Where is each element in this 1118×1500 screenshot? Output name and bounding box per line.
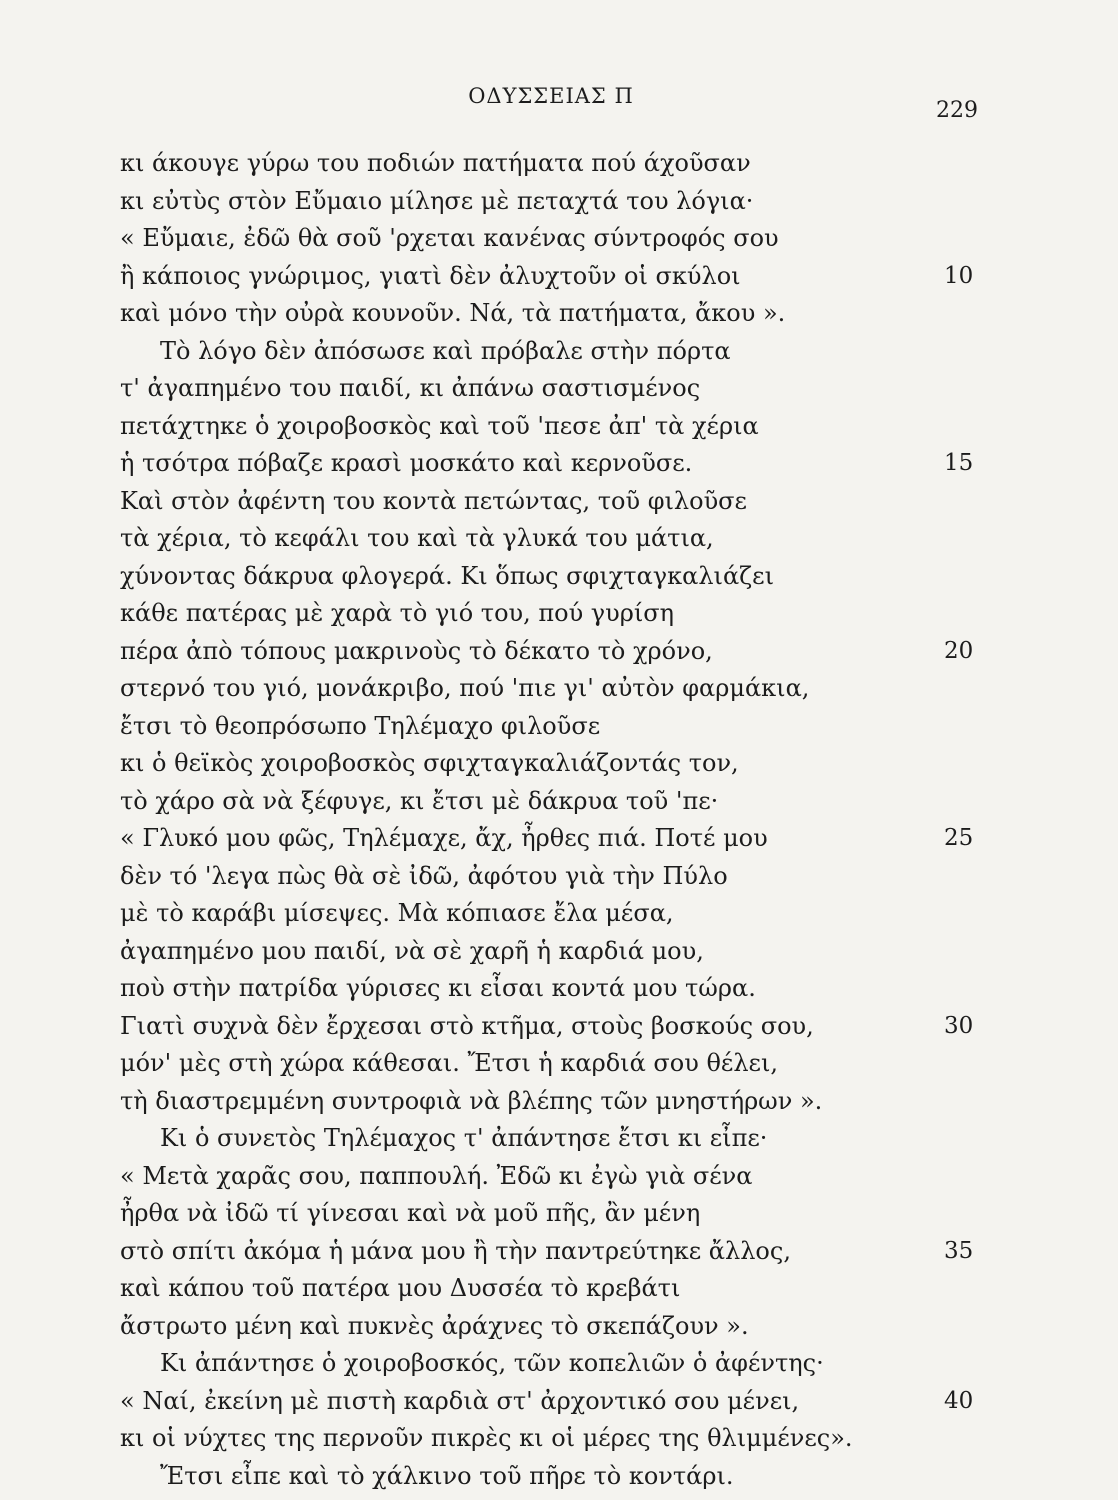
verse-line — [0, 1270, 1118, 1308]
verse-line-text: Γιατὶ συχνὰ δὲν ἔρχεσαι στὸ κτῆμα, στοὺς βοσκούς σου, — [120, 1011, 814, 1040]
verse-line-text: δὲν τό 'λεγα πὼς θὰ σὲ ἰδῶ, ἀφότου γιὰ τὴν Πύλο — [120, 861, 728, 890]
verse-line-text: « Γλυκό μου φῶς, Τηλέμαχε, ἄχ, ἦρθες πιά. Ποτέ μου — [120, 824, 768, 852]
verse-line-text: ἡ τσότρα πόβαζε κρασὶ μοσκάτο καὶ κερνοῦσε. — [120, 449, 693, 477]
verse-line — [0, 1420, 1118, 1458]
verse-line — [0, 145, 1118, 183]
verse-line — [0, 220, 1118, 258]
verse-line — [0, 520, 1118, 558]
verse-line — [0, 1233, 1118, 1271]
verse-line — [0, 370, 1118, 408]
verse-line-text: τ' ἀγαπημένο του παιδί, κι ἀπάνω σαστισμένος — [120, 374, 701, 402]
verse-line — [0, 445, 1118, 483]
verse-line — [0, 820, 1118, 858]
verse-line-text: « Μετὰ χαρᾶς σου, παππουλή. Ἐδῶ κι ἐγὼ γιὰ σένα — [120, 1161, 753, 1190]
verse-line-text: Ἔτσι εἶπε καὶ τὸ χάλκινο τοῦ πῆρε τὸ κοντάρι. — [160, 1461, 734, 1490]
verse-line-text: κι εὐτὺς στὸν Εὔμαιο μίλησε μὲ πεταχτά του λόγια· — [120, 186, 754, 215]
verse-line — [0, 483, 1118, 521]
verse-line — [0, 1458, 1118, 1496]
verse-line — [0, 783, 1118, 821]
verse-line — [0, 933, 1118, 971]
verse-line-text: τὴ διαστρεμμένη συντροφιὰ νὰ βλέπης τῶν μνηστήρων ». — [120, 1086, 823, 1115]
verse-line-text: Κι ἀπάντησε ὁ χοιροβοσκός, τῶν κοπελιῶν ὁ ἀφέντης· — [160, 1349, 824, 1377]
poem-text-block — [0, 145, 1118, 1495]
verse-line — [0, 1120, 1118, 1158]
verse-line — [0, 1308, 1118, 1346]
verse-line-text: στὸ σπίτι ἀκόμα ἡ μάνα μου ἢ τὴν παντρεύτηκε ἄλλος, — [120, 1236, 791, 1265]
verse-line-text: πέρα ἀπὸ τόπους μακρινοὺς τὸ δέκατο τὸ χρόνο, — [120, 636, 713, 665]
verse-line — [0, 408, 1118, 446]
verse-line — [0, 1008, 1118, 1046]
verse-line-text: ἄστρωτο μένη καὶ πυκνὲς ἀράχνες τὸ σκεπάζουν ». — [120, 1311, 749, 1340]
page-number: 229 — [936, 98, 978, 123]
verse-line-text: μὲ τὸ καράβι μίσεψες. Μὰ κόπιασε ἔλα μέσα, — [120, 899, 674, 927]
verse-line-text: « Εὔμαιε, ἐδῶ θὰ σοῦ 'ρχεται κανένας σύντροφός σου — [120, 224, 779, 252]
verse-line-text: ἦρθα νὰ ἰδῶ τί γίνεσαι καὶ νὰ μοῦ πῆς, ἂν μένη — [120, 1199, 701, 1227]
verse-line — [0, 745, 1118, 783]
verse-line — [0, 1195, 1118, 1233]
verse-line — [0, 595, 1118, 633]
line-number: 40 — [944, 1387, 974, 1414]
line-number: 10 — [944, 262, 974, 289]
verse-line-text: καὶ κάπου τοῦ πατέρα μου Δυσσέα τὸ κρεβάτι — [120, 1274, 681, 1302]
verse-line — [0, 708, 1118, 746]
verse-line — [0, 558, 1118, 596]
verse-line — [0, 333, 1118, 371]
verse-line-text: κάθε πατέρας μὲ χαρὰ τὸ γιό του, πού γυρίση — [120, 599, 675, 627]
verse-line-text: Τὸ λόγο δὲν ἀπόσωσε καὶ πρόβαλε στὴν πόρτα — [160, 336, 731, 365]
verse-line — [0, 895, 1118, 933]
verse-line-text: Κι ὁ συνετὸς Τηλέμαχος τ' ἀπάντησε ἔτσι κι εἶπε· — [160, 1124, 768, 1152]
verse-line — [0, 1045, 1118, 1083]
verse-line — [0, 633, 1118, 671]
verse-line — [0, 970, 1118, 1008]
verse-line — [0, 858, 1118, 896]
line-number: 35 — [944, 1237, 974, 1264]
verse-line-text: χύνοντας δάκρυα φλογερά. Κι ὅπως σφιχταγκαλιάζει — [120, 561, 775, 590]
line-number: 15 — [944, 450, 974, 476]
verse-line — [0, 1083, 1118, 1121]
verse-line-text: ἀγαπημένο μου παιδί, νὰ σὲ χαρῆ ἡ καρδιά μου, — [120, 936, 704, 965]
verse-line — [0, 183, 1118, 221]
verse-line-text: κι οἱ νύχτες της περνοῦν πικρὲς κι οἱ μέρες της θλιμμένες». — [120, 1424, 853, 1452]
line-number: 30 — [944, 1012, 974, 1039]
verse-line — [0, 1383, 1118, 1421]
verse-line-text: τὰ χέρια, τὸ κεφάλι του καὶ τὰ γλυκά του μάτια, — [120, 524, 714, 552]
verse-line — [0, 1345, 1118, 1383]
verse-line-text: μόν' μὲς στὴ χώρα κάθεσαι. Ἔτσι ἡ καρδιά σου θέλει, — [120, 1049, 779, 1077]
line-number: 25 — [944, 825, 974, 851]
verse-line-text: Καὶ στὸν ἀφέντη του κοντὰ πετώντας, τοῦ φιλοῦσε — [120, 486, 747, 515]
verse-line-text: καὶ μόνο τὴν οὐρὰ κουνοῦν. Νά, τὰ πατήματα, ἄκου ». — [120, 299, 786, 327]
verse-line-text: στερνό του γιό, μονάκριβο, πού 'πιε γι' αὐτὸν φαρμάκια, — [120, 674, 810, 702]
running-header-title: ΟΔΥΣΣΕΙΑΣ Π — [468, 84, 634, 108]
verse-line-text: τὸ χάρο σὰ νὰ ξέφυγε, κι ἔτσι μὲ δάκρυα τοῦ 'πε· — [120, 786, 719, 815]
verse-line-text: κι άκουγε γύρω του ποδιών πατήματα πού άχοῦσαν — [120, 149, 751, 177]
verse-line-text: ποὺ στὴν πατρίδα γύρισες κι εἶσαι κοντά μου τώρα. — [120, 974, 756, 1002]
verse-line — [0, 295, 1118, 333]
verse-line-text: « Ναί, ἐκείνη μὲ πιστὴ καρδιὰ στ' ἀρχοντικό σου μένει, — [120, 1386, 800, 1415]
line-number: 20 — [944, 637, 974, 664]
verse-line-text: κι ὁ θεϊκὸς χοιροβοσκὸς σφιχταγκαλιάζοντάς τον, — [120, 749, 739, 777]
verse-line-text: ἢ κάποιος γνώριμος, γιατὶ δὲν ἀλυχτοῦν οἱ σκύλοι — [120, 261, 741, 290]
verse-line-text: ἔτσι τὸ θεοπρόσωπο Τηλέμαχο φιλοῦσε — [120, 711, 601, 740]
verse-line — [0, 670, 1118, 708]
verse-line-text: πετάχτηκε ὁ χοιροβοσκὸς καὶ τοῦ 'πεσε ἀπ' τὰ χέρια — [120, 411, 759, 440]
verse-line — [0, 1158, 1118, 1196]
verse-line — [0, 258, 1118, 296]
